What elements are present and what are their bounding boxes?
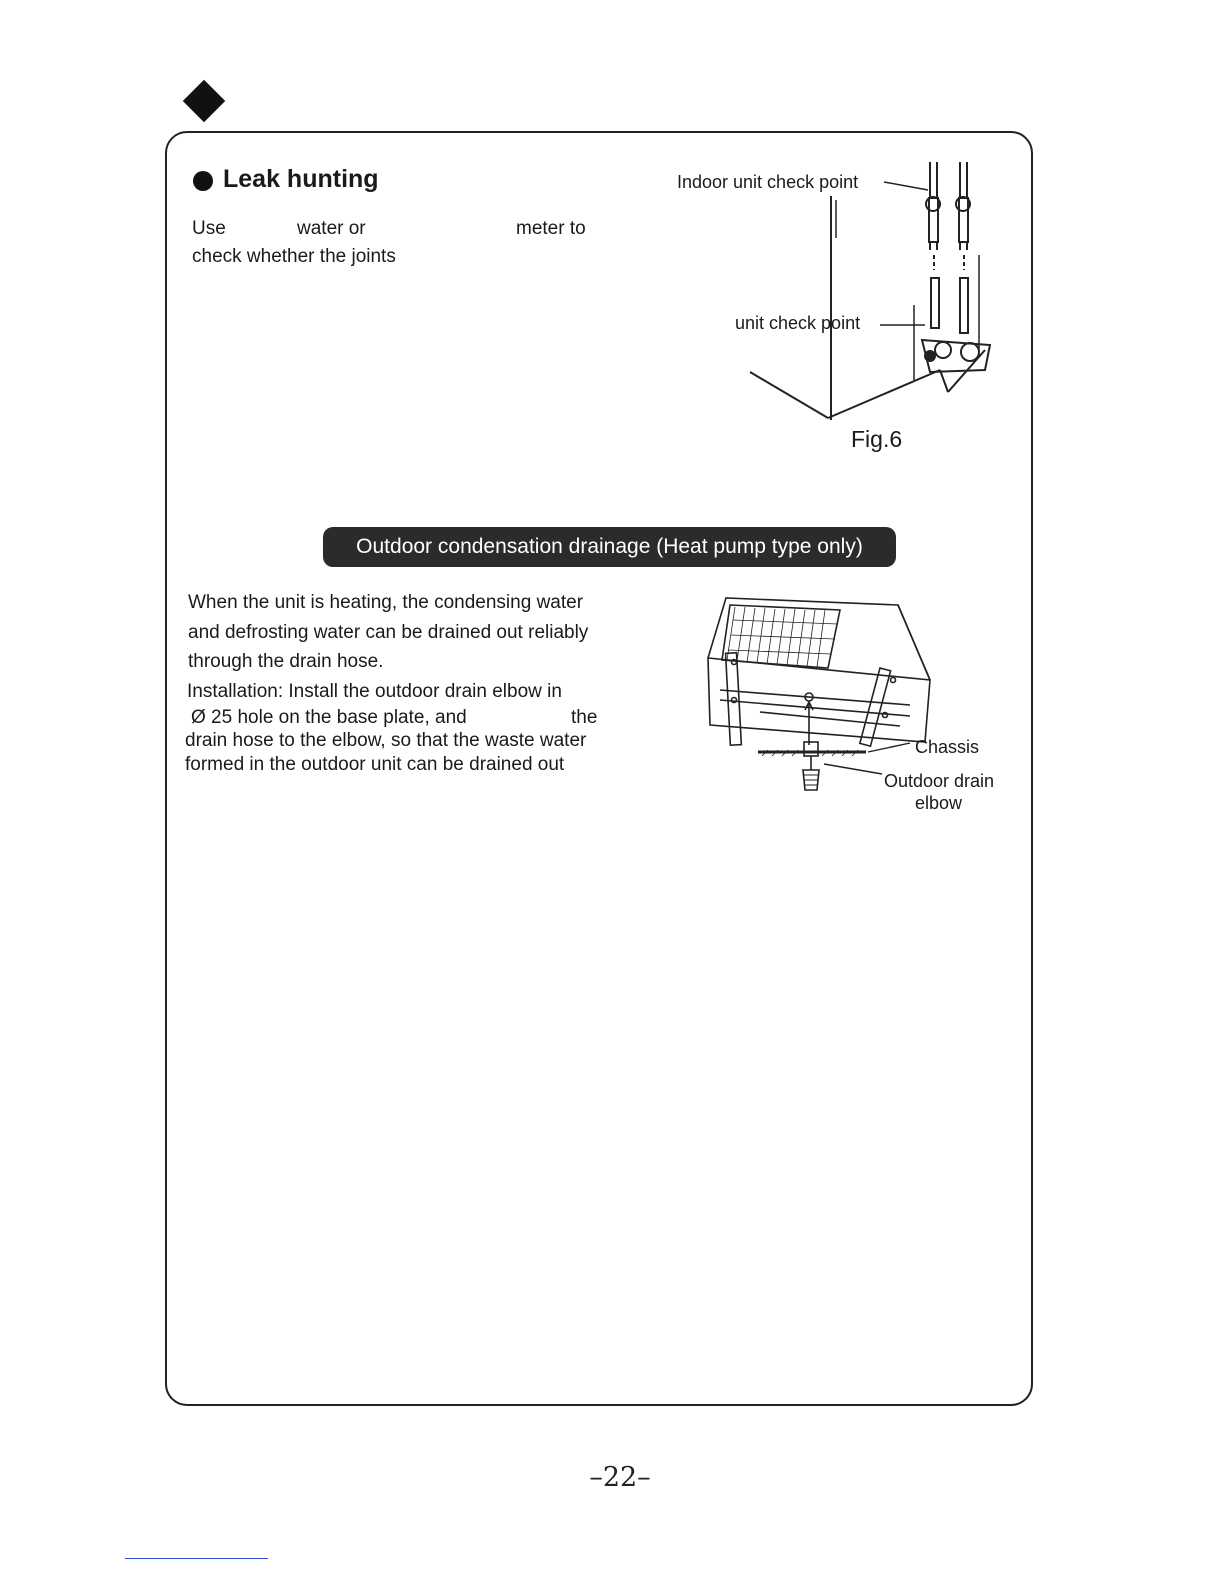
drain-line-7: formed in the outdoor unit can be drained out [185, 754, 565, 775]
section-title: Outdoor condensation drainage (Heat pump type only) [323, 527, 896, 567]
footer-divider [125, 1558, 268, 1559]
leak-hunting-heading: Leak hunting [223, 165, 379, 193]
drain-line-3: through the drain hose. [188, 651, 384, 672]
page-number: –22– [589, 1462, 651, 1493]
leak-text-line2: check whether the joints [192, 246, 396, 267]
leak-text-meter-to: meter to [516, 218, 586, 239]
fig6-caption: Fig.6 [851, 426, 903, 452]
drain-line-4: Installation: Install the outdoor drain elbow in [187, 681, 562, 702]
leak-text-use: Use [192, 218, 226, 239]
drain-line-5a: Ø 25 hole on the base plate, and [191, 707, 467, 728]
outdoor-drain-elbow-label-1: Outdoor drain [884, 771, 995, 791]
drain-line-1: When the unit is heating, the condensing water [188, 592, 584, 613]
drain-line-5b: the [571, 707, 598, 728]
indoor-check-point-label: Indoor unit check point [677, 172, 859, 192]
drain-line-6: drain hose to the elbow, so that the waste water [185, 730, 587, 751]
unit-check-point-label: unit check point [735, 313, 861, 333]
leak-text-water-or: water or [297, 218, 366, 239]
chassis-label: Chassis [915, 737, 980, 757]
outdoor-drain-elbow-label-2: elbow [915, 793, 963, 813]
drain-line-2: and defrosting water can be drained out reliably [188, 622, 589, 643]
